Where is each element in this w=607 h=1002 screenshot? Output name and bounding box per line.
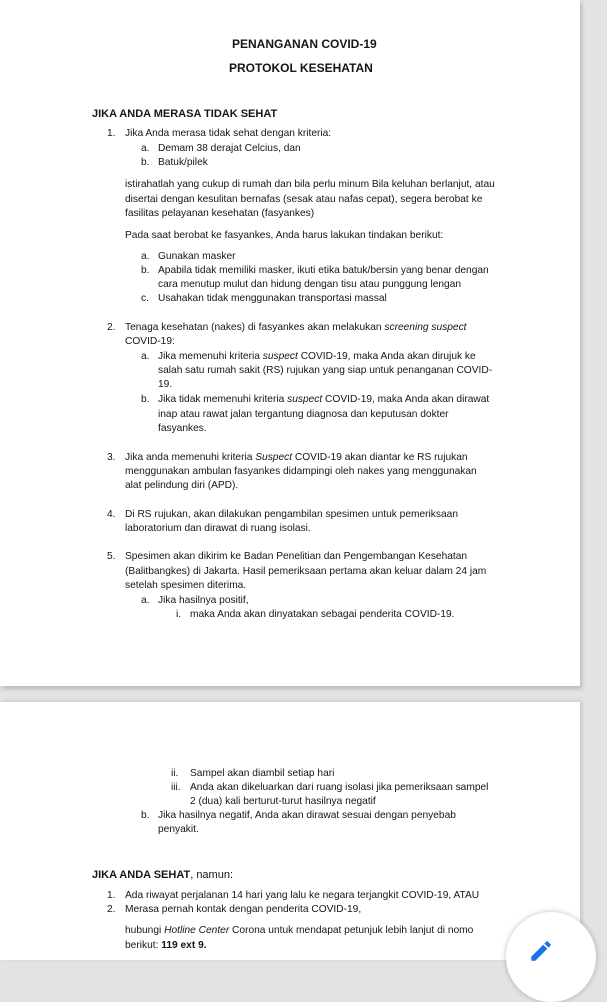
document-page-2 [0,702,580,960]
sub-item-text: Demam 38 derajat Celcius, dan [158,143,301,154]
sub-mark: b. [141,157,150,168]
sub-item-text: Usahakan tidak menggunakan transportasi massal [158,293,387,304]
list-item-text: Jika anda memenuhi kriteria Suspect COVID-19 akan diantar ke RS rujukan [125,452,468,463]
roman-mark: ii. [171,768,179,779]
sub-item-text: Jika memenuhi kriteria suspect COVID-19, maka Anda akan dirujuk ke [158,351,476,362]
section-heading-unwell: JIKA ANDA MERASA TIDAK SEHAT [92,108,278,120]
roman-mark: i. [176,609,182,620]
paragraph-line: Pada saat berobat ke fasyankes, Anda harus lakukan tindakan berikut: [125,230,444,241]
sub-item-text: 2 (dua) kali berturut-turut hasilnya negatif [190,796,376,807]
list-item-text: Spesimen akan dikirim ke Badan Penelitian dan Pengembangan Kesehatan [125,551,468,562]
sub-item-text: Sampel akan diambil setiap hari [190,768,335,779]
sub-mark: a. [141,143,150,154]
sub-item-text: 19. [158,379,173,390]
paragraph-line: disertai dengan kesulitan bernafas (sesak atau nafas cepat), segera berobat ke [125,194,483,205]
sub-item-text: Gunakan masker [158,251,236,262]
list-number: 4. [107,509,116,520]
list-number: 2. [107,322,116,333]
paragraph-line: istirahatlah yang cukup di rumah dan bila perlu minum Bila keluhan berlanjut, atau [125,179,495,190]
list-item-text: alat pelindung diri (APD). [125,480,239,491]
list-number: 3. [107,452,116,463]
section-heading-healthy: JIKA ANDA SEHAT, namun: [92,869,234,881]
list-number: 1. [107,128,116,139]
sub-item-text: inap atau rawat jalan tergantung diagnosa dan keputusan dokter [158,409,449,420]
sub-item-text: maka Anda akan dinyatakan sebagai penderita COVID-19. [190,609,455,620]
sub-item-text: Apabila tidak memiliki masker, ikuti etika batuk/bersin yang benar dengan [158,265,489,276]
sub-mark: a. [141,595,150,606]
hotline-number: berikut: 119 ext 9. [125,940,207,951]
sub-item-text: penyakit. [158,824,199,835]
sub-mark: c. [141,293,149,304]
roman-mark: iii. [171,782,181,793]
list-number: 2. [107,904,116,915]
hotline-text: hubungi Hotline Center Corona untuk mendapat petunjuk lebih lanjut di nomo [125,925,474,936]
list-number: 1. [107,890,116,901]
list-item-text: menggunakan ambulan fasyankes didampingi oleh nakes yang menggunakan [125,466,477,477]
sub-mark: b. [141,810,150,821]
list-item-text: Jika Anda merasa tidak sehat dengan kriteria: [125,128,332,139]
sub-item-text: Jika hasilnya positif, [158,595,249,606]
sub-item-text: fasyankes. [158,423,207,434]
edit-pencil-icon [528,938,554,964]
list-item-text: Di RS rujukan, akan dilakukan pengambilan spesimen untuk pemeriksaan [125,509,458,520]
sub-item-text: Anda akan dikeluarkan dari ruang isolasi jika pemeriksaan sampel [190,782,489,793]
paragraph-line: fasilitas pelayanan kesehatan (fasyankes) [125,208,315,219]
list-item-text: laboratorium dan dirawat di ruang isolasi. [125,523,311,534]
sub-mark: a. [141,351,150,362]
sub-mark: b. [141,394,150,405]
sub-item-text: Jika tidak memenuhi kriteria suspect COVID-19, maka Anda akan dirawat [158,394,490,405]
list-item-text: Ada riwayat perjalanan 14 hari yang lalu ke negara terjangkit COVID-19, ATAU [125,890,480,901]
list-item-text: COVID-19: [125,336,175,347]
doc-title: PENANGANAN COVID-19 [232,37,377,51]
sub-item-text: salah satu rumah sakit (RS) rujukan yang siap untuk penanganan COVID- [158,365,493,376]
sub-mark: b. [141,265,150,276]
list-item-text: Tenaga kesehatan (nakes) di fasyankes akan melakukan screening suspect [125,322,467,333]
sub-item-text: Batuk/pilek [158,157,208,168]
list-item-text: (Balitbangkes) di Jakarta. Hasil pemeriksaan pertama akan keluar dalam 24 jam [125,566,487,577]
sub-item-text: Jika hasilnya negatif, Anda akan dirawat sesuai dengan penyebab [158,810,456,821]
sub-item-text: cara menutup mulut dan hidung dengan tisu atau punggung lengan [158,279,462,290]
sub-mark: a. [141,251,150,262]
list-number: 5. [107,551,116,562]
doc-subtitle: PROTOKOL KESEHATAN [229,61,373,75]
edit-button[interactable] [506,912,596,1002]
list-item-text: setelah spesimen diterima. [125,580,247,591]
list-item-text: Merasa pernah kontak dengan penderita COVID-19, [125,904,362,915]
